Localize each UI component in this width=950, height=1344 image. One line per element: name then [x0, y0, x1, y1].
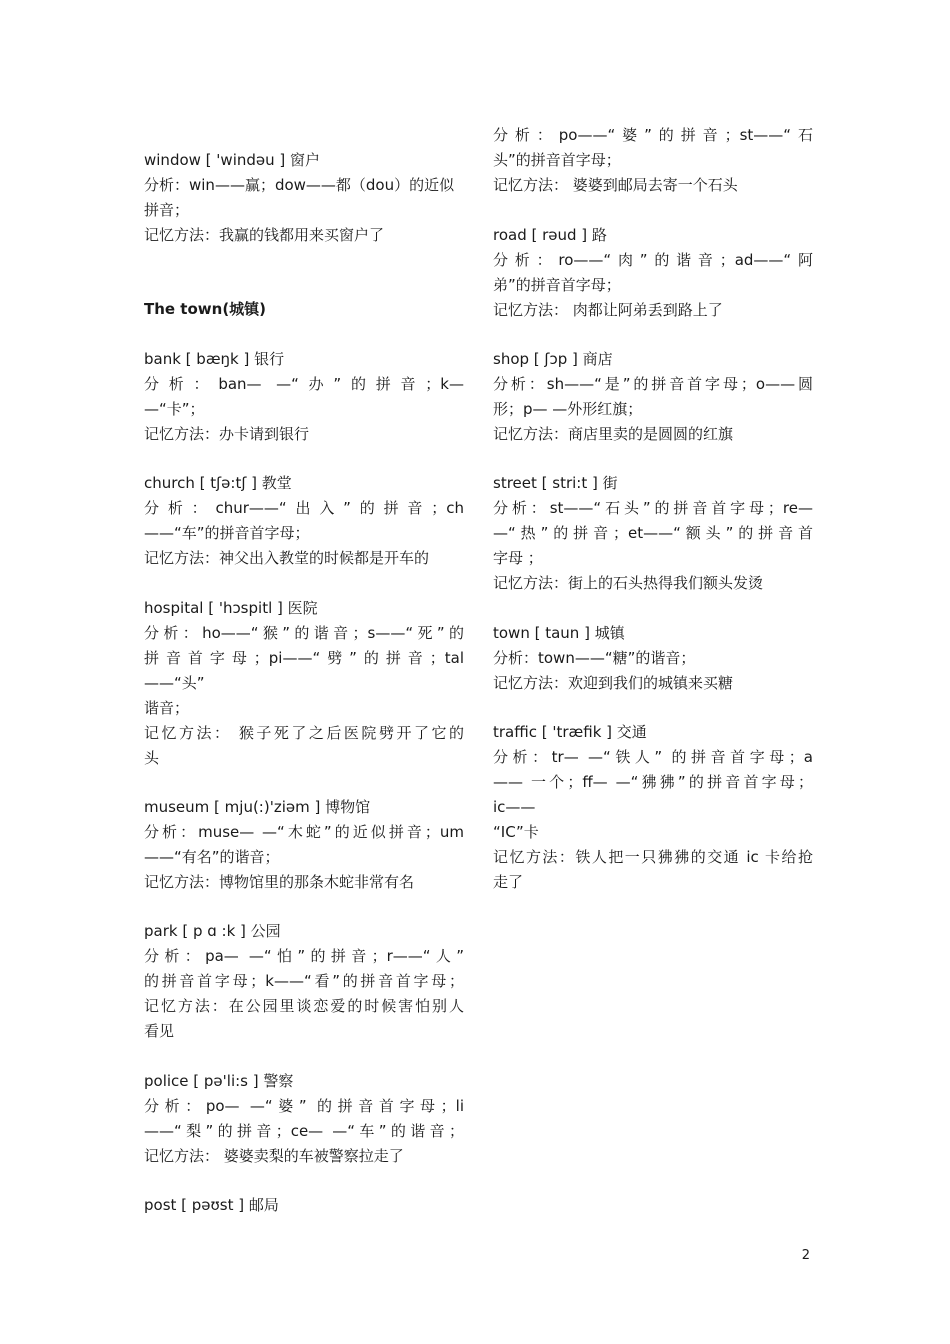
word-park: park [ p ɑ :k ] 公园	[144, 922, 281, 940]
memory-church: 记忆方法：神父出入教堂的时候都是开车的	[144, 549, 430, 567]
word-post: post [ pəʊst ] 邮局	[144, 1196, 279, 1214]
analysis-park-cont: 的拼音首字母；k——“看”的拼音首字母；	[144, 972, 464, 990]
word-window: window [ 'windəu ] 窗户	[144, 151, 321, 169]
word-street: street [ stri:t ] 街	[493, 474, 618, 492]
memory-hospital-cont: 头	[144, 749, 160, 767]
memory-police: 记忆方法： 婆婆卖梨的车被警察拉走了	[144, 1147, 404, 1165]
memory-town: 记忆方法：欢迎到我们的城镇来买糖	[493, 674, 734, 692]
word-hospital: hospital [ 'hɔspitl ] 医院	[144, 599, 318, 617]
memory-street: 记忆方法：街上的石头热得我们额头发烫	[493, 574, 764, 592]
analysis-traffic: 分析：tr— —“铁人” 的拼音首字母；a	[493, 748, 813, 766]
page-number: 2	[801, 1248, 810, 1263]
word-town: town [ taun ] 城镇	[493, 624, 625, 642]
analysis-window: 分析：win——赢；dow——都（dou）的近似	[144, 176, 455, 194]
analysis-police-cont: ——“梨”的拼音；ce— —“车”的谐音；	[144, 1122, 464, 1140]
word-road: road [ rəud ] 路	[493, 226, 607, 244]
analysis-road: 分析：ro——“肉”的谐音；ad——“阿	[493, 251, 813, 269]
analysis-window-cont: 拼音；	[144, 201, 190, 219]
analysis-street-cont: —“热”的拼音；et——“额头”的拼音首	[493, 524, 813, 542]
word-church: church [ tʃə:tʃ ] 教堂	[144, 474, 292, 492]
word-traffic: traffic [ 'træfik ] 交通	[493, 723, 647, 741]
analysis-street: 分析：st——“石头”的拼音首字母；re—	[493, 499, 813, 517]
analysis-street-cont2: 字母 ；	[493, 549, 543, 567]
analysis-museum-cont: ——“有名”的谐音；	[144, 848, 280, 866]
analysis-police: 分析：po— —“婆” 的拼音首字母；li	[144, 1097, 464, 1115]
memory-road: 记忆方法： 肉都让阿弟丢到路上了	[493, 301, 723, 319]
analysis-museum: 分析：muse— —“木蛇”的近似拼音；um	[144, 823, 464, 841]
analysis-bank: 分析：ban— —“办”的拼音；k—	[144, 375, 464, 393]
analysis-park: 分析：pa— —“怕”的拼音；r——“人”	[144, 947, 464, 965]
memory-post: 记忆方法： 婆婆到邮局去寄一个石头	[493, 176, 738, 194]
analysis-hospital: 分析：ho——“猴”的谐音；s——“死”的	[144, 624, 464, 642]
analysis-church-cont: ——“车”的拼音首字母；	[144, 524, 310, 542]
analysis-post: 分析：po——“婆”的拼音；st——“石	[493, 126, 813, 144]
memory-traffic-cont: 走了	[493, 873, 524, 891]
analysis-church: 分析：chur——“出入”的拼音；ch	[144, 499, 464, 517]
word-shop: shop [ ʃɔp ] 商店	[493, 350, 613, 368]
analysis-hospital-cont2: ——“头”	[144, 674, 205, 692]
analysis-post-cont: 头”的拼音首字母；	[493, 151, 621, 169]
section-heading: The town(城镇)	[144, 300, 267, 318]
analysis-hospital-cont: 拼音首字母；pi——“劈”的拼音；tal	[144, 649, 464, 667]
analysis-town: 分析：town——“糖”的谐音；	[493, 649, 696, 667]
analysis-traffic-cont2: ic——	[493, 798, 536, 816]
analysis-traffic-cont: —— 一个；ff— —“狒狒”的拼音首字母；	[493, 773, 813, 791]
memory-window: 记忆方法：我赢的钱都用来买窗户了	[144, 226, 385, 244]
memory-traffic: 记忆方法：铁人把一只狒狒的交通 ic 卡给抢	[493, 848, 813, 866]
memory-park: 记忆方法：在公园里谈恋爱的时候害怕别人	[144, 997, 464, 1015]
memory-museum: 记忆方法：博物馆里的那条木蛇非常有名	[144, 873, 415, 891]
analysis-hospital-cont3: 谐音；	[144, 699, 190, 717]
memory-shop: 记忆方法：商店里卖的是圆圆的红旗	[493, 425, 734, 443]
memory-bank: 记忆方法：办卡请到银行	[144, 425, 310, 443]
word-police: police [ pə'li:s ] 警察	[144, 1072, 294, 1090]
word-bank: bank [ bæŋk ] 银行	[144, 350, 285, 368]
analysis-traffic-cont3: “IC”卡	[493, 823, 539, 841]
analysis-bank-cont: —“卡”；	[144, 400, 205, 418]
memory-park-cont: 看见	[144, 1022, 175, 1040]
word-museum: museum [ mju(:)'ziəm ] 博物馆	[144, 798, 371, 816]
analysis-road-cont: 弟”的拼音首字母；	[493, 276, 621, 294]
analysis-shop-cont: 形；p— —外形红旗；	[493, 400, 643, 418]
memory-hospital: 记忆方法： 猴子死了之后医院劈开了它的	[144, 724, 464, 742]
analysis-shop: 分析：sh——“是”的拼音首字母；o——圆	[493, 375, 813, 393]
